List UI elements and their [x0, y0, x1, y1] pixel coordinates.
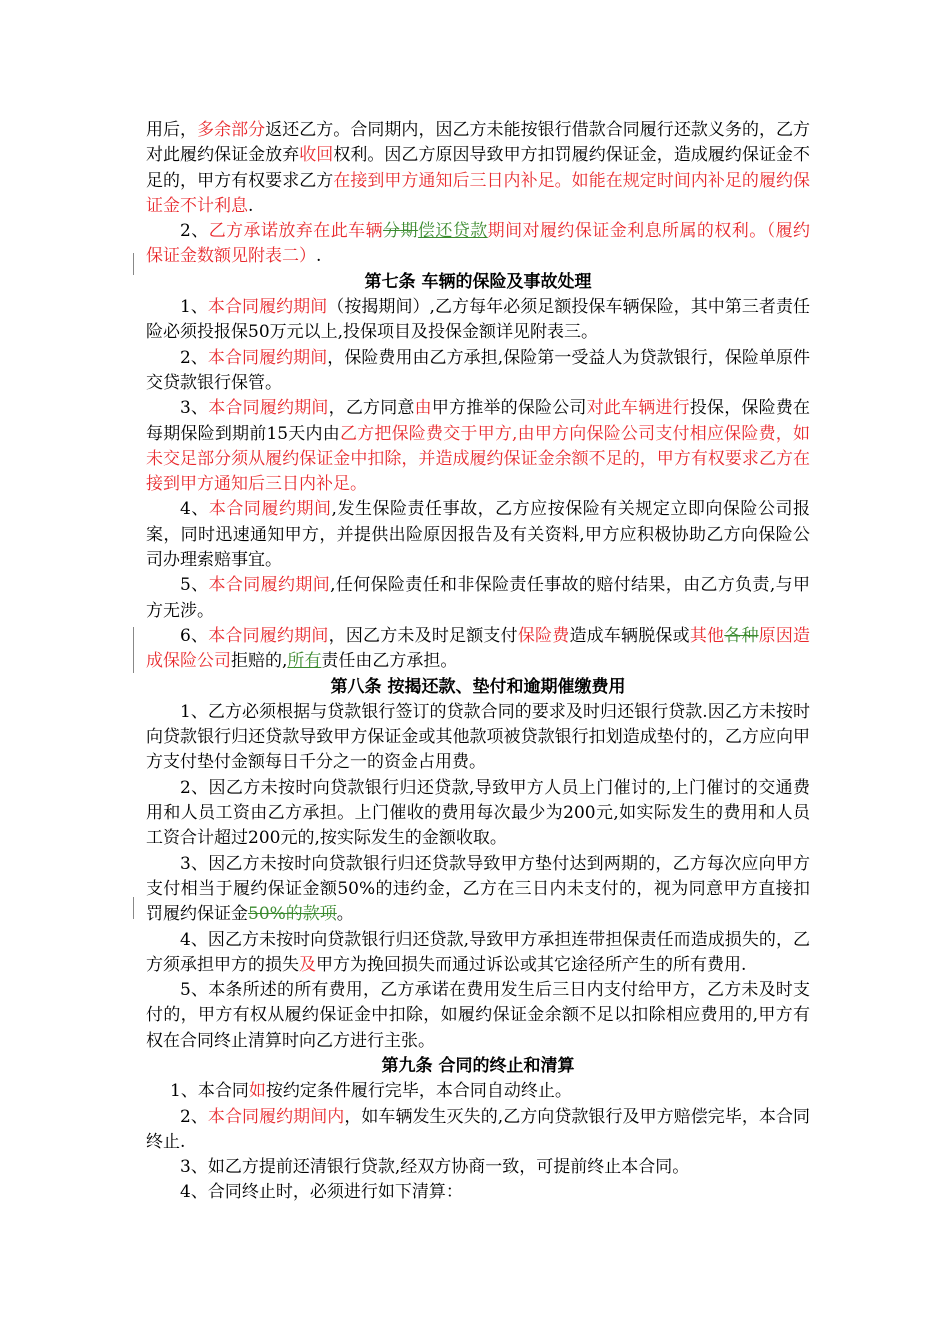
text-run: 乙方承诺放弃在此车辆: [208, 221, 384, 242]
paragraph: [146, 295, 810, 346]
document-body: [146, 118, 810, 1206]
paragraph: [146, 978, 810, 1054]
paragraph: [146, 396, 810, 497]
text-run: 期间对履约保证金利息所属的权利。（履约保证金数额见附表二）: [146, 221, 811, 267]
text-run: 拒赔的,: [231, 651, 288, 672]
text-run: 3、因乙方未按时向贷款银行归还贷款导致甲方垫付达到两期的，乙方每次应向甲方支付相当于履约保证金额50%的违约金，乙方在三日内未支付的，视为同意甲方直接扣罚履约保证金: [146, 853, 810, 925]
text-run: 本合同履约期间内: [207, 1106, 345, 1127]
text-run: 2、: [180, 1106, 208, 1127]
paragraph: [146, 624, 810, 675]
text-run: 返还乙方。合同期内，因乙方未能按银行借款合同履行还款义务的，乙方对此履约保证金放弃: [146, 120, 811, 166]
paragraph: [146, 1155, 810, 1180]
text-run: ，保险费用由乙方承担,保险第一受益人为贷款银行，保险单原件交贷款银行保管。: [146, 347, 811, 393]
text-run: 。: [336, 904, 354, 925]
paragraph: [146, 700, 810, 776]
text-run: 按约定条件履行完毕，本合同自动终止。: [265, 1081, 572, 1102]
section-heading: 第七条 车辆的保险及事故处理: [364, 271, 592, 292]
inserted-text: 偿还贷款: [417, 221, 488, 242]
text-run: 5、: [180, 575, 209, 596]
text-run: 收回: [299, 145, 334, 166]
text-run: 用后，: [146, 120, 198, 140]
text-run: 4、合同终止时，必须进行如下清算：: [180, 1182, 463, 1203]
text-run: 本合同履约期间: [208, 499, 332, 520]
paragraph: [146, 776, 810, 852]
paragraph: [146, 118, 810, 219]
text-run: 甲方为挽回损失而通过诉讼或其它途径所产生的所有费用.: [316, 954, 747, 975]
text-run: ,发生保险责任事故，乙方应按保险有关规定立即向保险公司报案，同时迅速通知甲方，并提供出险原因报告及有关资料,甲方应积极协助乙方向保险公司办理索赔事宜。: [146, 499, 810, 571]
text-run: 1、: [180, 297, 208, 318]
text-run: 2、因乙方未按时向贷款银行归还贷款,导致甲方人员上门催讨的,上门催讨的交通费用和人员工资由乙方承担。上门催收的费用每次最少为200元,如实际发生的费用和人员工资合计超过200元的,按实际发生的金额收取。: [146, 777, 810, 849]
text-run: 3、: [180, 398, 209, 419]
text-run: .: [248, 195, 254, 216]
text-run: 5、本条所述的所有费用，乙方承诺在费用发生后三日内支付给甲方，乙方未及时支付的，甲方有权从履约保证金中扣除，如履约保证金余额不足以扣除相应费用的,甲方有权在合同终止清算时向乙方进行主张。: [146, 980, 810, 1051]
section-heading: 第八条 按揭还款、垫付和逾期催缴费用: [330, 676, 626, 697]
text-run: 6、: [180, 625, 209, 646]
text-run: 对此车辆进行: [586, 398, 690, 419]
text-run: 3、如乙方提前还清银行贷款,经双方协商一致，可提前终止本合同。: [180, 1157, 690, 1178]
paragraph: [146, 928, 810, 979]
text-run: 及: [299, 954, 316, 975]
text-run: 如: [248, 1081, 266, 1102]
text-run: 造成车辆脱保或: [569, 625, 690, 646]
text-run: 由: [414, 398, 432, 419]
text-run: 多余部分: [197, 120, 266, 140]
text-run: 甲方推举的保险公司: [431, 398, 587, 419]
deleted-text: 各种: [724, 625, 759, 646]
text-run: .: [316, 246, 322, 267]
inserted-text: 所有: [287, 651, 322, 672]
text-run: 本合同履约期间: [208, 625, 329, 646]
revision-bar: [133, 897, 134, 919]
paragraph: [146, 573, 810, 624]
text-run: 投保，保险费在每期保险到期前15天内由: [146, 398, 811, 444]
section-heading: 第九条 合同的终止和清算: [381, 1055, 575, 1076]
text-run: 本合同履约期间: [208, 398, 329, 419]
text-run: 在接到甲方通知后三日内补足。如能在规定时间内补足的履约保证金不计利息: [146, 170, 811, 216]
revision-bar: [133, 627, 134, 673]
text-run: 本合同履约期间: [208, 575, 331, 596]
paragraph: [146, 1180, 810, 1205]
text-run: 权利。因乙方原因导致甲方扣罚履约保证金，造成履约保证金不足的，甲方有权要求乙方: [146, 145, 811, 191]
revision-bar: [133, 253, 134, 275]
text-run: 责任由乙方承担。: [321, 651, 458, 672]
deleted-text: 50%的款项: [248, 904, 337, 925]
text-run: 其他: [689, 625, 725, 646]
text-run: 1、本合同: [170, 1081, 249, 1102]
text-run: 2、: [180, 221, 209, 242]
text-run: 本合同履约期间: [207, 297, 328, 318]
text-run: 2、: [180, 347, 208, 368]
text-run: 1、乙方必须根据与贷款银行签订的贷款合同的要求及时归还银行贷款.因乙方未按时向贷款银行归还贷款导致甲方保证金或其他款项被贷款银行扣划造成垫付的，乙方应向甲方支付垫付金额每日千分之一的资金占用费。: [146, 701, 810, 773]
paragraph: [146, 852, 810, 928]
paragraph: [146, 346, 810, 397]
text-run: 4、: [180, 499, 209, 520]
text-run: ，因乙方未及时足额支付: [328, 625, 518, 646]
deleted-text: 分期: [383, 221, 418, 242]
text-run: 4、因乙方未按时向贷款银行归还贷款,导致甲方承担连带担保责任而造成损失的，乙方须承担甲方的损失: [146, 929, 810, 975]
paragraph: [146, 1079, 810, 1104]
text-run: 本合同履约期间: [207, 347, 328, 368]
paragraph: [146, 219, 810, 270]
text-run: 保险费: [517, 625, 570, 646]
text-run: ，如车辆发生灭失的,乙方向贷款银行及甲方赔偿完毕，本合同终止.: [146, 1106, 811, 1152]
text-run: ,任何保险责任和非保险责任事故的赔付结果，由乙方负责,与甲方无涉。: [146, 575, 810, 621]
text-run: 乙方把保险费交于甲方,由甲方向保险公司支付相应保险费，如未交足部分须从履约保证金中扣除，并造成履约保证金余额不足的，甲方有权要求乙方在接到甲方通知后三日内补足。: [146, 423, 810, 495]
text-run: 原因造成保险公司: [146, 625, 811, 672]
paragraph: [146, 1105, 810, 1156]
text-run: （按揭期间）,乙方每年必须足额投保车辆保险，其中第三者责任险必须投报保50万元以上,投保项目及投保金额详见附表三。: [146, 297, 811, 343]
text-run: ，乙方同意: [328, 398, 415, 419]
paragraph: [146, 497, 810, 573]
